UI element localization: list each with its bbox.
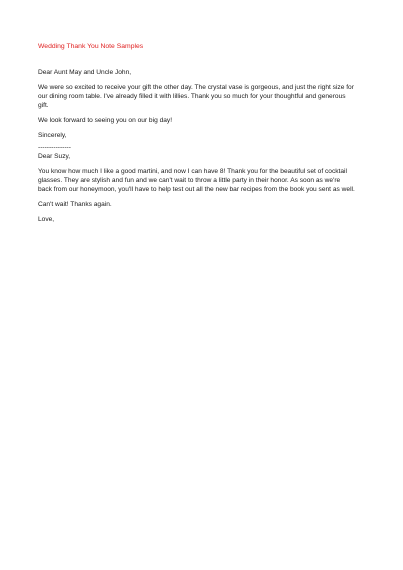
letter2-body-line: You know how much I like a good martini, and now I can have 8! Thank you for the beautiful set of cocktail	[38, 168, 347, 175]
letter1-signoff: Sincerely,	[38, 132, 67, 139]
letter1-body-line: We were so excited to receive your gift the other day. The crystal vase is gorgeous, and just the right size for	[38, 84, 354, 91]
letter2-closing-line: Can't wait! Thanks again.	[38, 201, 112, 208]
letter-separator: ---------------	[38, 144, 71, 151]
letter1-body-line: gift.	[38, 102, 49, 109]
letter1-closing-line: We look forward to seeing you on our big day!	[38, 117, 173, 124]
letter2-greeting: Dear Suzy,	[38, 153, 71, 160]
letter1-body	[38, 83, 368, 110]
document-title: Wedding Thank You Note Samples	[38, 43, 144, 50]
letter2-body	[38, 167, 368, 194]
letter1-greeting: Dear Aunt May and Uncle John,	[38, 69, 132, 76]
letter2-body-line: back from our honeymoon, you'll have to help test out all the new bar recipes from the book you sent as well.	[38, 186, 355, 193]
document-content	[38, 42, 368, 230]
letter2-body-line: glasses. They are stylish and fun and we can't wait to throw a little party in their honor. As soon as we're	[38, 177, 341, 184]
letter2-signoff: Love,	[38, 216, 55, 223]
letter-separator-block	[38, 143, 368, 161]
letter1-body-line: our dining room table. I've already filled it with lillies. Thank you so much for your thoughtful and generous	[38, 93, 346, 100]
